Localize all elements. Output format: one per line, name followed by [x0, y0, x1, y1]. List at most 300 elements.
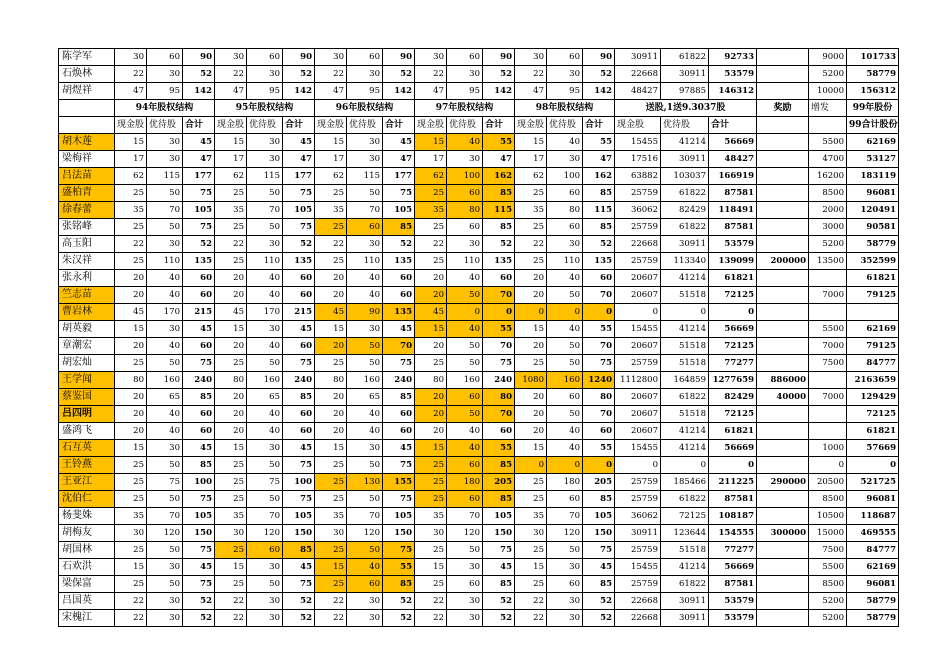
additional-issue-cell: 5200: [809, 236, 847, 253]
year-94-total-cell: 75: [183, 355, 215, 372]
year-95-total-cell: 52: [283, 593, 315, 610]
year-98-pref-cell: 95: [547, 83, 583, 100]
year-95-cash-cell: 20: [215, 389, 247, 406]
additional-issue-cell: 8500: [809, 576, 847, 593]
year-94-total-cell: 90: [183, 49, 215, 66]
year-98-cash-cell: 17: [515, 151, 547, 168]
bonus-share-cash-cell: 30911: [615, 525, 661, 542]
year-98-cash-cell: 30: [515, 525, 547, 542]
year-97-pref-cell: 0: [447, 304, 483, 321]
year-95-cash-cell: 35: [215, 508, 247, 525]
table-row: [59, 134, 899, 151]
year-95-pref-cell: 50: [247, 457, 283, 474]
shareholder-name: 王铃燕: [59, 457, 115, 474]
bonus-share-pref-cell: 164859: [661, 372, 709, 389]
total-99-shares-cell: 57669: [847, 440, 899, 457]
year-94-pref-cell: 30: [147, 134, 183, 151]
year-95-cash-cell: 25: [215, 185, 247, 202]
year-96-total-cell: 45: [383, 134, 415, 151]
year-96-pref-cell: 160: [347, 372, 383, 389]
year-98-total-cell: 55: [583, 134, 615, 151]
bonus-share-cash-cell: 22668: [615, 593, 661, 610]
bonus-share-total-cell: 53579: [709, 610, 757, 627]
year-95-cash-cell: 20: [215, 287, 247, 304]
additional-issue-cell: 5500: [809, 559, 847, 576]
bonus-share-total-cell: 53579: [709, 236, 757, 253]
year-96-pref-cell: 30: [347, 440, 383, 457]
year-96-total-cell: 240: [383, 372, 415, 389]
year-94-total-cell: 60: [183, 423, 215, 440]
year-94-total-cell: 105: [183, 508, 215, 525]
year-98-cash-cell: 35: [515, 508, 547, 525]
table-row: [59, 474, 899, 491]
year-98-total-cell: 85: [583, 576, 615, 593]
year-96-pref-cell: 90: [347, 304, 383, 321]
year-97-total-cell: 52: [483, 66, 515, 83]
bonus-share-total-cell: 56669: [709, 321, 757, 338]
header-97-structure: 97年股权结构: [415, 100, 515, 117]
year-97-total-cell: 75: [483, 542, 515, 559]
reward-cell: [757, 304, 809, 321]
year-95-total-cell: 45: [283, 134, 315, 151]
year-96-cash-cell: 17: [315, 151, 347, 168]
year-94-cash-cell: 45: [115, 304, 147, 321]
year-96-pref-cell: 50: [347, 542, 383, 559]
year-94-total-cell: 45: [183, 440, 215, 457]
year-95-total-cell: 142: [283, 83, 315, 100]
year-97-total-cell: 52: [483, 593, 515, 610]
header-blank-cell: [59, 117, 115, 134]
year-96-total-cell: 45: [383, 440, 415, 457]
year-97-cash-cell: 35: [415, 508, 447, 525]
year-94-cash-cell: 22: [115, 66, 147, 83]
year-96-total-cell: 85: [383, 219, 415, 236]
year-94-cash-cell: 35: [115, 202, 147, 219]
year-96-total-cell: 52: [383, 593, 415, 610]
table-row: [59, 525, 899, 542]
year-94-pref-cell: 50: [147, 576, 183, 593]
year-96-cash-cell: 25: [315, 474, 347, 491]
year-98-total-cell: 105: [583, 508, 615, 525]
year-95-cash-cell: 15: [215, 321, 247, 338]
table-row: [59, 338, 899, 355]
bonus-share-total-cell: 0: [709, 457, 757, 474]
subheader-issue-blank: [809, 117, 847, 134]
year-94-pref-cell: 30: [147, 593, 183, 610]
bonus-share-pref-cell: 51518: [661, 287, 709, 304]
year-98-total-cell: 80: [583, 389, 615, 406]
year-96-cash-cell: 22: [315, 610, 347, 627]
bonus-share-pref-cell: 30911: [661, 66, 709, 83]
total-99-shares-cell: 156312: [847, 83, 899, 100]
year-95-pref-cell: 115: [247, 168, 283, 185]
year-98-pref-cell: 50: [547, 287, 583, 304]
year-96-total-cell: 155: [383, 474, 415, 491]
reward-cell: [757, 406, 809, 423]
shareholder-name: 曹岩林: [59, 304, 115, 321]
year-96-cash-cell: 25: [315, 576, 347, 593]
year-95-total-cell: 45: [283, 321, 315, 338]
year-96-pref-cell: 130: [347, 474, 383, 491]
total-99-shares-cell: 72125: [847, 406, 899, 423]
year-96-cash-cell: 22: [315, 66, 347, 83]
year-96-pref-cell: 30: [347, 236, 383, 253]
year-96-total-cell: 70: [383, 338, 415, 355]
subheader-cash: 现金股: [415, 117, 447, 134]
bonus-share-pref-cell: 82429: [661, 202, 709, 219]
bonus-share-cash-cell: 36062: [615, 508, 661, 525]
table-row: [59, 389, 899, 406]
bonus-share-total-cell: 82429: [709, 389, 757, 406]
year-98-cash-cell: 15: [515, 440, 547, 457]
shareholder-name: 吕国英: [59, 593, 115, 610]
year-96-cash-cell: 25: [315, 253, 347, 270]
year-94-cash-cell: 25: [115, 253, 147, 270]
year-94-total-cell: 52: [183, 236, 215, 253]
bonus-share-cash-cell: 30911: [615, 49, 661, 66]
year-95-total-cell: 177: [283, 168, 315, 185]
year-96-pref-cell: 30: [347, 134, 383, 151]
year-94-cash-cell: 80: [115, 372, 147, 389]
year-98-cash-cell: 0: [515, 457, 547, 474]
additional-issue-cell: 7500: [809, 542, 847, 559]
year-97-pref-cell: 30: [447, 593, 483, 610]
additional-issue-cell: 7000: [809, 338, 847, 355]
year-95-cash-cell: 80: [215, 372, 247, 389]
year-94-cash-cell: 25: [115, 457, 147, 474]
year-98-total-cell: 75: [583, 355, 615, 372]
year-95-cash-cell: 20: [215, 423, 247, 440]
year-95-pref-cell: 95: [247, 83, 283, 100]
year-98-pref-cell: 60: [547, 491, 583, 508]
year-97-total-cell: 85: [483, 457, 515, 474]
bonus-share-pref-cell: 51518: [661, 355, 709, 372]
table-row: [59, 49, 899, 66]
bonus-share-pref-cell: 61822: [661, 389, 709, 406]
table-row: [59, 270, 899, 287]
reward-cell: [757, 83, 809, 100]
table-row: [59, 423, 899, 440]
reward-cell: [757, 185, 809, 202]
year-95-cash-cell: 15: [215, 559, 247, 576]
bonus-share-total-cell: 77277: [709, 542, 757, 559]
shareholder-name: 宋槐江: [59, 610, 115, 627]
year-95-total-cell: 60: [283, 270, 315, 287]
year-94-total-cell: 142: [183, 83, 215, 100]
year-97-pref-cell: 60: [447, 219, 483, 236]
year-98-total-cell: 52: [583, 236, 615, 253]
total-99-shares-cell: 101733: [847, 49, 899, 66]
bonus-share-total-cell: 139099: [709, 253, 757, 270]
year-97-total-cell: 60: [483, 423, 515, 440]
year-94-total-cell: 85: [183, 457, 215, 474]
year-95-pref-cell: 50: [247, 576, 283, 593]
table-row: [59, 83, 899, 100]
bonus-share-total-cell: 56669: [709, 440, 757, 457]
year-98-total-cell: 85: [583, 219, 615, 236]
year-94-cash-cell: 17: [115, 151, 147, 168]
year-94-total-cell: 75: [183, 491, 215, 508]
total-99-shares-cell: 58779: [847, 66, 899, 83]
year-98-total-cell: 70: [583, 287, 615, 304]
year-95-cash-cell: 30: [215, 525, 247, 542]
year-97-cash-cell: 30: [415, 525, 447, 542]
year-96-cash-cell: 22: [315, 236, 347, 253]
bonus-share-cash-cell: 25759: [615, 219, 661, 236]
bonus-share-pref-cell: 41214: [661, 134, 709, 151]
year-98-pref-cell: 40: [547, 321, 583, 338]
year-95-total-cell: 90: [283, 49, 315, 66]
year-94-pref-cell: 50: [147, 185, 183, 202]
year-98-cash-cell: 15: [515, 559, 547, 576]
subheader-cash: 现金股: [615, 117, 661, 134]
bonus-share-cash-cell: 0: [615, 304, 661, 321]
total-99-shares-cell: 61821: [847, 270, 899, 287]
subheader-pref: 优待股: [347, 117, 383, 134]
year-96-cash-cell: 62: [315, 168, 347, 185]
year-97-pref-cell: 50: [447, 542, 483, 559]
year-95-cash-cell: 47: [215, 83, 247, 100]
header-sub-row: [59, 117, 899, 134]
additional-issue-cell: 10500: [809, 508, 847, 525]
year-94-cash-cell: 30: [115, 525, 147, 542]
year-98-pref-cell: 30: [547, 66, 583, 83]
year-98-cash-cell: 25: [515, 474, 547, 491]
year-98-pref-cell: 110: [547, 253, 583, 270]
year-94-total-cell: 100: [183, 474, 215, 491]
year-97-cash-cell: 22: [415, 236, 447, 253]
year-94-total-cell: 215: [183, 304, 215, 321]
year-94-cash-cell: 20: [115, 338, 147, 355]
shareholder-name: 张永利: [59, 270, 115, 287]
table-row: [59, 304, 899, 321]
table-row: [59, 406, 899, 423]
shareholder-name: 胡煜祥: [59, 83, 115, 100]
year-94-total-cell: 52: [183, 593, 215, 610]
additional-issue-cell: 7500: [809, 355, 847, 372]
year-95-cash-cell: 25: [215, 542, 247, 559]
bonus-share-total-cell: 61821: [709, 423, 757, 440]
year-97-pref-cell: 120: [447, 525, 483, 542]
year-95-total-cell: 47: [283, 151, 315, 168]
reward-cell: 886000: [757, 372, 809, 389]
year-96-pref-cell: 70: [347, 202, 383, 219]
year-96-total-cell: 55: [383, 559, 415, 576]
year-97-total-cell: 47: [483, 151, 515, 168]
year-95-cash-cell: 17: [215, 151, 247, 168]
header-94-structure: 94年股权结构: [115, 100, 215, 117]
year-98-cash-cell: 25: [515, 542, 547, 559]
table-row: [59, 185, 899, 202]
year-96-pref-cell: 60: [347, 49, 383, 66]
bonus-share-total-cell: 166919: [709, 168, 757, 185]
year-97-pref-cell: 60: [447, 457, 483, 474]
subheader-pref: 优待股: [547, 117, 583, 134]
year-98-pref-cell: 40: [547, 134, 583, 151]
year-98-pref-cell: 50: [547, 542, 583, 559]
year-97-cash-cell: 20: [415, 270, 447, 287]
year-94-total-cell: 150: [183, 525, 215, 542]
total-99-shares-cell: 118687: [847, 508, 899, 525]
year-98-cash-cell: 15: [515, 321, 547, 338]
bonus-share-total-cell: 87581: [709, 219, 757, 236]
year-94-total-cell: 60: [183, 270, 215, 287]
reward-cell: [757, 321, 809, 338]
year-95-pref-cell: 50: [247, 491, 283, 508]
year-97-cash-cell: 20: [415, 287, 447, 304]
year-96-cash-cell: 15: [315, 440, 347, 457]
year-95-pref-cell: 50: [247, 185, 283, 202]
year-98-cash-cell: 25: [515, 491, 547, 508]
year-95-total-cell: 75: [283, 355, 315, 372]
year-98-cash-cell: 25: [515, 253, 547, 270]
year-97-pref-cell: 30: [447, 66, 483, 83]
table-row: [59, 576, 899, 593]
year-97-total-cell: 135: [483, 253, 515, 270]
bonus-share-total-cell: 87581: [709, 491, 757, 508]
bonus-share-total-cell: 1277659: [709, 372, 757, 389]
shareholder-name: 竺志苗: [59, 287, 115, 304]
year-94-cash-cell: 25: [115, 576, 147, 593]
additional-issue-cell: 9000: [809, 49, 847, 66]
year-98-pref-cell: 180: [547, 474, 583, 491]
year-97-pref-cell: 60: [447, 49, 483, 66]
subheader-pref: 优待股: [661, 117, 709, 134]
year-96-cash-cell: 20: [315, 270, 347, 287]
total-99-shares-cell: 0: [847, 457, 899, 474]
year-95-total-cell: 60: [283, 338, 315, 355]
year-95-total-cell: 75: [283, 185, 315, 202]
year-96-pref-cell: 60: [347, 219, 383, 236]
bonus-share-cash-cell: 0: [615, 457, 661, 474]
year-95-pref-cell: 30: [247, 134, 283, 151]
year-95-pref-cell: 30: [247, 559, 283, 576]
year-95-cash-cell: 35: [215, 202, 247, 219]
year-98-total-cell: 52: [583, 66, 615, 83]
shareholder-name: 朱汉祥: [59, 253, 115, 270]
header-bonus-share: 送股,1送9.3037股: [615, 100, 757, 117]
year-94-pref-cell: 40: [147, 270, 183, 287]
bonus-share-cash-cell: 25759: [615, 576, 661, 593]
reward-cell: [757, 49, 809, 66]
year-96-pref-cell: 65: [347, 389, 383, 406]
reward-cell: [757, 355, 809, 372]
bonus-share-cash-cell: 1112800: [615, 372, 661, 389]
year-97-cash-cell: 25: [415, 355, 447, 372]
year-94-pref-cell: 60: [147, 49, 183, 66]
year-98-total-cell: 55: [583, 321, 615, 338]
year-98-total-cell: 60: [583, 423, 615, 440]
year-96-pref-cell: 50: [347, 457, 383, 474]
year-97-pref-cell: 40: [447, 321, 483, 338]
reward-cell: [757, 542, 809, 559]
reward-cell: [757, 559, 809, 576]
subheader-cash: 现金股: [515, 117, 547, 134]
bonus-share-pref-cell: 30911: [661, 610, 709, 627]
year-97-pref-cell: 50: [447, 355, 483, 372]
subheader-total: 合计: [283, 117, 315, 134]
year-94-cash-cell: 20: [115, 406, 147, 423]
total-99-shares-cell: 58779: [847, 593, 899, 610]
subheader-cash: 现金股: [115, 117, 147, 134]
year-98-cash-cell: 20: [515, 423, 547, 440]
year-98-pref-cell: 120: [547, 525, 583, 542]
bonus-share-cash-cell: 25759: [615, 491, 661, 508]
year-96-total-cell: 52: [383, 236, 415, 253]
year-96-pref-cell: 115: [347, 168, 383, 185]
year-96-cash-cell: 20: [315, 406, 347, 423]
additional-issue-cell: [809, 372, 847, 389]
total-99-shares-cell: 2163659: [847, 372, 899, 389]
year-96-pref-cell: 30: [347, 151, 383, 168]
year-98-total-cell: 60: [583, 270, 615, 287]
year-95-total-cell: 45: [283, 440, 315, 457]
year-96-total-cell: 52: [383, 610, 415, 627]
year-94-pref-cell: 70: [147, 202, 183, 219]
year-94-pref-cell: 30: [147, 321, 183, 338]
year-98-total-cell: 1240: [583, 372, 615, 389]
table-row: [59, 202, 899, 219]
reward-cell: [757, 66, 809, 83]
year-97-pref-cell: 60: [447, 185, 483, 202]
reward-cell: [757, 338, 809, 355]
reward-cell: [757, 168, 809, 185]
year-95-total-cell: 52: [283, 66, 315, 83]
year-94-cash-cell: 25: [115, 219, 147, 236]
reward-cell: 290000: [757, 474, 809, 491]
additional-issue-cell: 10000: [809, 83, 847, 100]
year-97-pref-cell: 60: [447, 389, 483, 406]
bonus-share-cash-cell: 25759: [615, 542, 661, 559]
table-row: [59, 321, 899, 338]
table-row: [59, 287, 899, 304]
total-99-shares-cell: 96081: [847, 491, 899, 508]
header-additional-issue: 增发: [809, 100, 847, 117]
year-97-total-cell: 142: [483, 83, 515, 100]
reward-cell: [757, 576, 809, 593]
year-96-cash-cell: 35: [315, 508, 347, 525]
table-row: [59, 542, 899, 559]
bonus-share-total-cell: 118491: [709, 202, 757, 219]
bonus-share-pref-cell: 113340: [661, 253, 709, 270]
year-94-total-cell: 75: [183, 542, 215, 559]
year-94-pref-cell: 95: [147, 83, 183, 100]
header-reward: 奖励: [757, 100, 809, 117]
year-94-cash-cell: 47: [115, 83, 147, 100]
year-95-pref-cell: 40: [247, 423, 283, 440]
year-94-total-cell: 52: [183, 66, 215, 83]
year-95-pref-cell: 75: [247, 474, 283, 491]
year-98-total-cell: 135: [583, 253, 615, 270]
bonus-share-pref-cell: 41214: [661, 270, 709, 287]
year-95-pref-cell: 170: [247, 304, 283, 321]
bonus-share-pref-cell: 51518: [661, 406, 709, 423]
year-98-cash-cell: 20: [515, 389, 547, 406]
year-98-total-cell: 45: [583, 559, 615, 576]
year-94-total-cell: 60: [183, 338, 215, 355]
year-94-total-cell: 45: [183, 134, 215, 151]
year-98-cash-cell: 35: [515, 202, 547, 219]
year-94-cash-cell: 15: [115, 321, 147, 338]
year-98-pref-cell: 30: [547, 151, 583, 168]
table-row: [59, 236, 899, 253]
year-98-total-cell: 47: [583, 151, 615, 168]
year-98-pref-cell: 40: [547, 270, 583, 287]
year-96-pref-cell: 40: [347, 559, 383, 576]
table-row: [59, 66, 899, 83]
total-99-shares-cell: 79125: [847, 287, 899, 304]
bonus-share-pref-cell: 41214: [661, 440, 709, 457]
